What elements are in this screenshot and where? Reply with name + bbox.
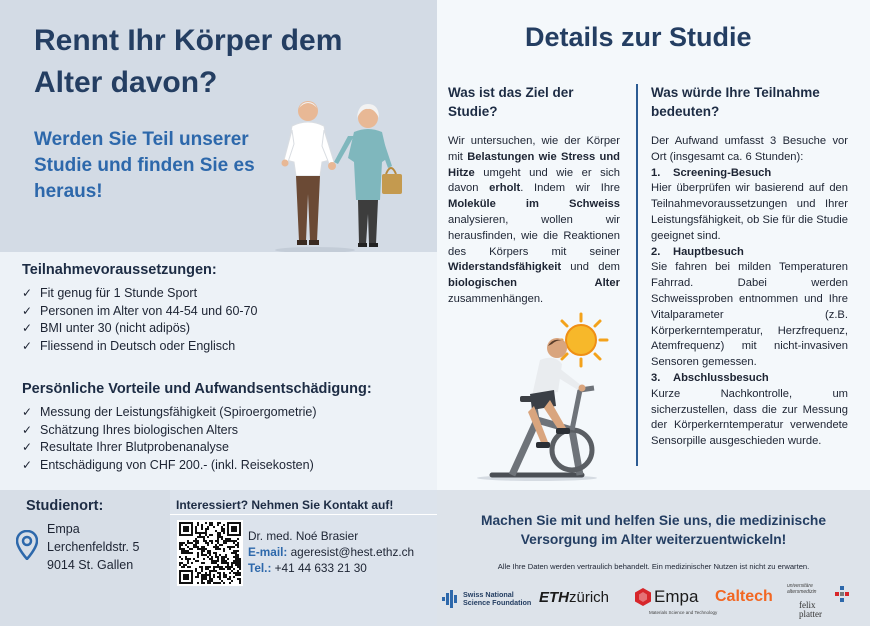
list-item: ✓ Entschädigung von CHF 200.- (inkl. Reisekosten) [22, 457, 317, 475]
requirements-list [22, 285, 258, 355]
participation-heading: Was würde Ihre Teilnahme bedeuten? [651, 85, 820, 119]
list-item: ✓ Resultate Ihrer Blutprobenanalyse [22, 439, 317, 457]
location-address: Empa Lerchenfeldstr. 5 9014 St. Gallen [47, 522, 140, 572]
check-icon: ✓ [22, 321, 33, 336]
contact-person: Dr. med. Noé Brasier [248, 529, 359, 543]
contact-details [248, 528, 414, 576]
eth-logo: ETHzürich [539, 589, 610, 606]
partner-logos [437, 582, 870, 626]
visit-heading: 3. Abschlussbesuch [651, 371, 769, 384]
visit-heading: 1. Screening-Besuch [651, 166, 772, 179]
exercise-bike-illustration [462, 330, 612, 482]
hero-title: Rennt Ihr Körper dem Alter davon? [34, 24, 343, 99]
list-item: ✓ Messung der Leistungsfähigkeit (Spiroergometrie) [22, 404, 317, 422]
contact-email[interactable]: E-mail: ageresist@hest.ethz.ch [248, 545, 415, 559]
disclaimer-text: Alle Ihre Daten werden vertraulich behandelt. Ein medizinischer Nutzen ist nicht zu erwarten. [497, 562, 810, 571]
list-item: ✓ Fliessend in Deutsch oder Englisch [22, 338, 258, 356]
caltech-logo: Caltech [715, 588, 773, 605]
check-icon: ✓ [22, 457, 33, 472]
location-pin-icon [16, 530, 38, 560]
check-icon: ✓ [22, 338, 33, 353]
contact-section [170, 490, 437, 626]
hero-section [0, 0, 437, 252]
details-title: Details zur Studie [525, 22, 752, 52]
cta-text: Machen Sie mit und helfen Sie uns, die medizinische Versorgung im Alter weiterzuentwickeln! [481, 513, 826, 547]
column-divider [636, 84, 638, 466]
felix-platter-logo: universitäre altersmedizin felix platter [787, 584, 861, 624]
list-item: ✓ BMI unter 30 (nicht adipös) [22, 320, 258, 338]
location-heading: Studienort: [26, 498, 104, 514]
list-item: ✓ Personen im Alter von 44-54 und 60-70 [22, 303, 258, 321]
requirements-benefits-section [0, 252, 437, 490]
goal-text: Wir untersuchen, wie der Körper mit Belastungen wie Stress und Hitze umgeht und wie er sich davon erholt. Indem wir Ihre Moleküle im Schweiss analysieren, wollen wir herausfinden, wie die Reaktionen des Körpers mit seiner Widerstandsfähigkeit und dem biologischen Alter zusammenhängen. [448, 135, 620, 305]
requirements-heading: Teilnahmevoraussetzungen: [22, 262, 217, 278]
snsf-icon [442, 590, 460, 608]
check-icon: ✓ [22, 286, 33, 300]
goal-heading: Was ist das Ziel der Studie? [448, 85, 574, 119]
empa-logo: Empa [635, 587, 698, 607]
benefits-heading: Persönliche Vorteile und Aufwandsentschädigung: [22, 381, 372, 397]
contact-phone[interactable]: Tel.: +41 44 633 21 30 [248, 561, 367, 575]
check-icon: ✓ [22, 440, 33, 455]
divider [170, 514, 437, 515]
study-details-section [437, 0, 870, 490]
participation-text: Der Aufwand umfasst 3 Besuche vor Ort (insgesamt ca. 6 Stunden): 1. Screening-Besuch Hier überprüfen wir basierend auf den Teilnahmevoraussetzungen und Ihrer Leistungsfähigkeit, ob Sie für die Studie geeignet sind. 2. Hauptbesuch Sie fahren bei milden Temperaturen Fahrrad. Dabei werden Schweissproben entnommen und Ihre Vitalparameter (z.B. Körperkerntemperatur, Herzfrequenz, Atemfrequenz) mit nicht-invasiven Sensoren gemessen. 3. Abschlussbesuch Kurze Nachkontrolle, um sicherzustellen, dass die zur Messung der Körperkerntemperatur verwendete Sensorpille ausgeschieden wurde. [651, 135, 848, 448]
list-item: ✓ Schätzung Ihres biologischen Alters [22, 422, 317, 440]
contact-heading: Interessiert? Nehmen Sie Kontakt auf! [176, 498, 394, 512]
list-item: ✓ Fit genug für 1 Stunde Sport [22, 285, 258, 303]
check-icon: ✓ [22, 422, 33, 437]
visit-heading: 2. Hauptbesuch [651, 245, 744, 258]
hero-subtitle: Werden Sie Teil unserer Studie und finden Sie es heraus! [34, 129, 255, 202]
study-location-section [0, 490, 170, 626]
call-to-action-section [437, 490, 870, 626]
benefits-list [22, 404, 317, 474]
check-icon: ✓ [22, 303, 33, 318]
check-icon: ✓ [22, 405, 33, 419]
elderly-couple-illustration [270, 96, 410, 252]
qr-code[interactable] [177, 520, 243, 586]
snsf-logo: Swiss National Science Foundation [442, 590, 531, 608]
empa-tagline: Materials Science and Technology [649, 610, 718, 615]
empa-icon [635, 588, 651, 606]
felix-platter-icon [835, 586, 853, 604]
